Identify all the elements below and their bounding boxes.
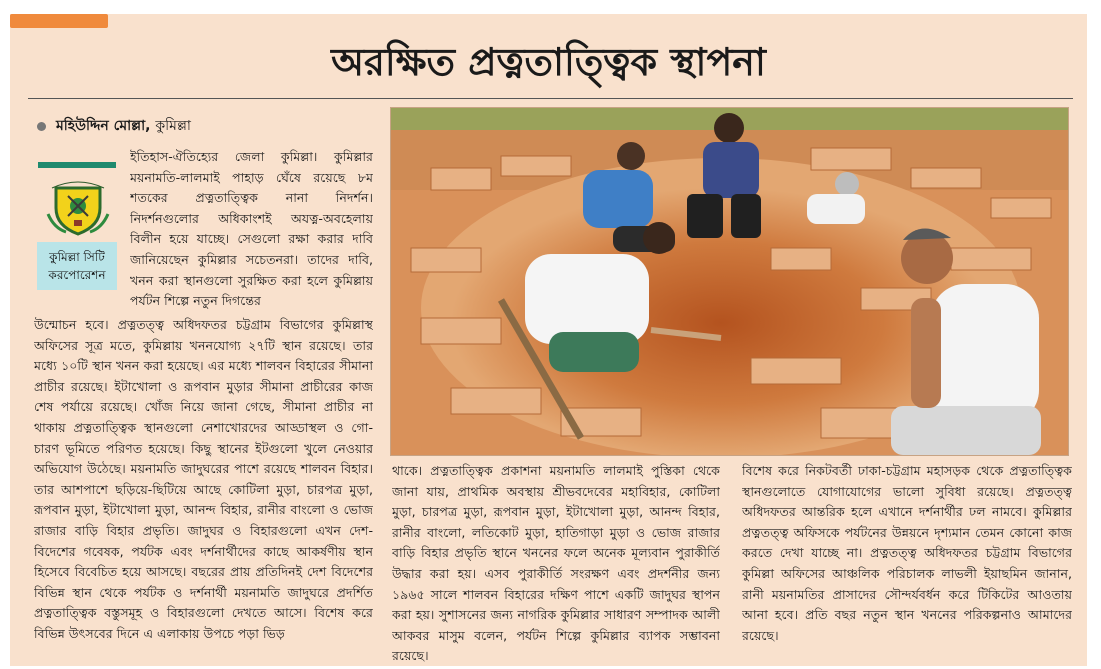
city-corporation-box	[37, 242, 117, 290]
excavation-photo	[390, 107, 1069, 456]
article-column-2: থাকে। প্রত্নতাত্ত্বিক প্রকাশনা ময়নামতি লালমাই পুস্তিকা থেকে জানা যায়, প্রাথমিক অবস্থায় শ্রীভবদেবের মহাবিহার, কোটিলা মুড়া, চারপত্র মুড়া, রূপবান মুড়া, ইটাখোলা মুড়া, আনন্দ বিহার, রানীর বাংলো, লতিকোট মুড়া, হাতিগাড়া মুড়া ও ভোজ রাজার বাড়ি বিহার প্রভৃতি স্থানে খননের ফলে অনেক মূল্যবান পুরাকীর্তি উদ্ধার করা হয়। এসব পুরাকীর্তি সংরক্ষণ এবং প্রদর্শনীর জন্য ১৯৬৫ সালে শালবন বিহারের দক্ষিণ পাশে একটি জাদুঘর স্থাপন করা হয়। সুশাসনের জন্য নাগরিক কুমিল্লার সাধারণ সম্পাদক আলী আকবর মাসুম বলেন, পর্যটন শিল্পে কুমিল্লার ব্যাপক সম্ভাবনা রয়েছে।	[392, 463, 720, 664]
newspaper-page	[10, 14, 1087, 666]
logo-bar	[38, 162, 116, 168]
city-corporation-logo-icon	[46, 174, 110, 236]
section-tag	[10, 14, 108, 28]
byline-location: কুমিল্লা	[155, 118, 191, 134]
headline: অরক্ষিত প্রত্নতাত্ত্বিক স্থাপনা	[331, 40, 766, 84]
article-column-3: বিশেষ করে নিকটবর্তী ঢাকা-চট্টগ্রাম মহাসড়ক থেকে প্রত্নতাত্ত্বিক স্থানগুলোতে যোগাযোগের ভালো সুবিধা রয়েছে। প্রত্নতত্ত্ব অধিদফতর আন্তরিক হলে এখানে দর্শনার্থীর ঢল নামবে। কুমিল্লার প্রত্নতত্ত্ব অফিসকে পর্যটনের উন্নয়নে দৃশ্যমান তেমন কোনো কাজ করতে দেখা যাচ্ছে না। প্রত্নতত্ত্ব অধিদফতর চট্টগ্রাম বিভাগের কুমিল্লা অফিসের আঞ্চলিক পরিচালক লাভলী ইয়াছমিন জানান, রানী ময়নামতির প্রাসাদের সৌন্দর্যবর্ধন করে টিকিটের আওতায় আনা হবে। প্রতি বছর নতুন স্থান খননের পরিকল্পনাও আমাদের রয়েছে।	[742, 463, 1072, 643]
headline-rule	[28, 98, 1073, 99]
article-column-1-bottom: উন্মোচন হবে। প্রত্নতত্ত্ব অধিদফতর চট্টগ্রাম বিভাগের কুমিল্লাস্থ অফিসের সূত্র মতে, কুমিল্লায় খননযোগ্য ২৭টি স্থান রয়েছে। তার মধ্যে ১০টি স্থান খনন করা হয়েছে। এর মধ্যে শালবন বিহারের সীমানা প্রাচীর রয়েছে। ইটাখোলা ও রূপবান মুড়ার সীমানা প্রাচীরের কাজ শেষ পর্যায়ে রয়েছে। খোঁজ নিয়ে জানা গেছে, সীমানা প্রাচীর না থাকায় প্রত্নতাত্ত্বিক স্থানগুলো নেশাখোরদের আড্ডাস্থল ও গো-চারণ ভূমিতে পরিণত হয়েছে। কিছু স্থানের ইটগুলো খুলে নেওয়ার অভিযোগ উঠেছে। ময়নামতি জাদুঘরের পাশে রয়েছে শালবন বিহার। তার আশপাশে ছড়িয়ে-ছিটিয়ে আছে কোটিলা মুড়া, চারপত্র মুড়া, রূপবান মুড়া, ইটাখোলা মুড়া, আনন্দ বিহার, রানীর বাংলো ও ভোজ রাজার বাড়ি বিহার প্রভৃতি। জাদুঘর ও বিহারগুলো এখন দেশ-বিদেশের গবেষক, পর্যটক এবং দর্শনার্থীদের কাছে আকর্ষণীয় স্থান হিসেবে বিবেচিত হয়ে আসছে। বছরের প্রায় প্রতিদিনই দেশ বিদেশের বিভিন্ন স্থান থেকে পর্যটক ও দর্শনার্থী ময়নামতি জাদুঘরে প্রদর্শিত প্রত্নতাত্ত্বিক বস্তুসমূহ ও বিহারগুলো দেখতে আসে। বিশেষ করে বিভিন্ন উৎসবের দিনে এ এলাকায় উপচে পড়া ভিড়	[34, 317, 373, 641]
city-label-line2: করপোরেশন	[48, 268, 106, 282]
byline-author: মহিউদ্দিন মোল্লা	[56, 118, 146, 134]
article-column-1-top: ইতিহাস-ঐতিহ্যের জেলা কুমিল্লা। কুমিল্লার ময়নামতি-লালমাই পাহাড় ঘেঁষে রয়েছে ৮ম শতকের প্রত্নতাত্ত্বিক নানা নিদর্শন। নিদর্শনগুলোর অধিকাংশই অযত্ন-অবহেলায় বিলীন হয়ে যাচ্ছে। সেগুলো রক্ষা করার দাবি জানিয়েছেন কুমিল্লার সচেতনরা। তাদের দাবি, খনন করা স্থানগুলো সুরক্ষিত করা হলে কুমিল্লায় পর্যটন শিল্পে নতুন দিগন্তের	[130, 149, 373, 309]
bullet-icon	[37, 122, 46, 131]
city-label-line1: কুমিল্লা সিটি	[49, 250, 105, 264]
byline: মহিউদ্দিন মোল্লা, কুমিল্লা	[37, 114, 191, 138]
